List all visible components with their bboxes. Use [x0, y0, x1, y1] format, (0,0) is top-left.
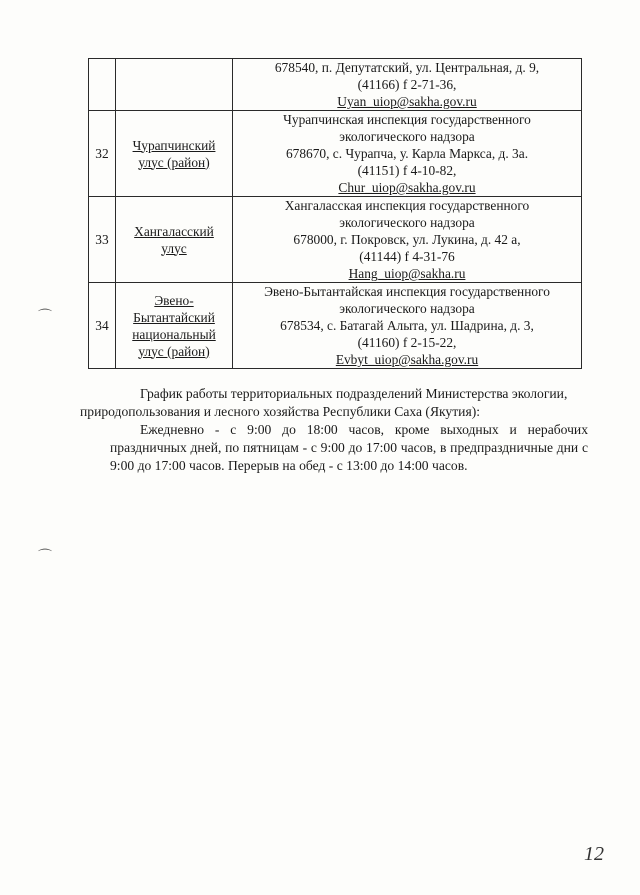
row-number: 32 — [89, 111, 116, 197]
inspection-phone: (41166) f 2-71-36, — [357, 77, 457, 92]
district-cell — [116, 111, 233, 197]
inspection-email[interactable]: Hang_uiop@sakha.ru — [348, 266, 466, 281]
inspection-name-line: экологического надзора — [339, 301, 475, 316]
page-number: 12 — [584, 843, 604, 865]
inspection-name-line: Хангаласская инспекция государственного — [284, 198, 530, 213]
inspection-info-cell — [233, 283, 582, 369]
inspections-table — [88, 58, 582, 369]
row-number — [89, 59, 116, 111]
inspection-email[interactable]: Uyan_uiop@sakha.gov.ru — [337, 94, 477, 109]
row-number: 33 — [89, 197, 116, 283]
inspection-email[interactable]: Chur_uiop@sakha.gov.ru — [338, 180, 476, 195]
inspection-address: 678540, п. Депутатский, ул. Центральная, д. 9, — [274, 60, 540, 75]
inspection-phone: (41144) f 4-31-76 — [359, 249, 455, 264]
inspection-info-cell — [233, 111, 582, 197]
district-cell — [116, 59, 233, 111]
table-row — [89, 283, 582, 369]
schedule-intro — [80, 385, 588, 421]
table-row — [89, 59, 582, 111]
row-number: 34 — [89, 283, 116, 369]
inspection-address: 678534, с. Батагай Алыта, ул. Шадрина, д. 3, — [280, 318, 534, 333]
inspection-address: 678670, с. Чурапча, у. Карла Маркса, д. 3а. — [285, 146, 529, 161]
inspection-email[interactable]: Evbyt_uiop@sakha.gov.ru — [335, 352, 479, 367]
inspection-name-line: Чурапчинская инспекция государственного — [283, 112, 531, 127]
inspection-address: 678000, г. Покровск, ул. Лукина, д. 42 а, — [293, 232, 521, 247]
inspection-phone: (41151) f 4-10-82, — [357, 163, 457, 178]
district-name-line: улус (район) — [138, 154, 210, 170]
scan-mark: ⌒ — [38, 310, 52, 325]
table-row — [89, 111, 582, 197]
inspection-phone: (41160) f 2-15-22, — [357, 335, 457, 350]
district-cell — [116, 197, 233, 283]
work-schedule — [80, 385, 588, 475]
schedule-intro-line-2: природопользования и лесного хозяйства Республики Саха (Якутия): — [80, 404, 480, 419]
schedule-hours: Ежедневно - с 9:00 до 18:00 часов, кроме выходных и нерабочих праздничных дней, по пятницам - с 9:00 до 17:00 часов, в предпраздничные дни с 9:00 до 17:00 часов. Перерыв на обед - с 13:00 до 14:00 часов. — [110, 422, 588, 473]
district-name-line: национальный — [132, 326, 216, 342]
district-name-line: Бытантайский — [133, 309, 215, 325]
inspection-name-line: Эвено-Бытантайская инспекция государственного — [264, 284, 550, 299]
inspection-info-cell — [233, 197, 582, 283]
inspection-info-cell — [233, 59, 582, 111]
district-name-line: Чурапчинский — [132, 137, 216, 153]
district-name-line: Эвено- — [154, 292, 194, 308]
scan-mark: ⌒ — [38, 550, 52, 565]
schedule-intro-line-1: График работы территориальных подразделений Министерства экологии, — [140, 386, 568, 401]
table-row — [89, 197, 582, 283]
inspection-name-line: экологического надзора — [339, 129, 475, 144]
district-name-line: Хангаласский — [134, 223, 214, 239]
district-name-line: улус (район) — [138, 343, 210, 359]
inspection-name-line: экологического надзора — [339, 215, 475, 230]
district-cell — [116, 283, 233, 369]
district-name-line: улус — [161, 240, 187, 256]
